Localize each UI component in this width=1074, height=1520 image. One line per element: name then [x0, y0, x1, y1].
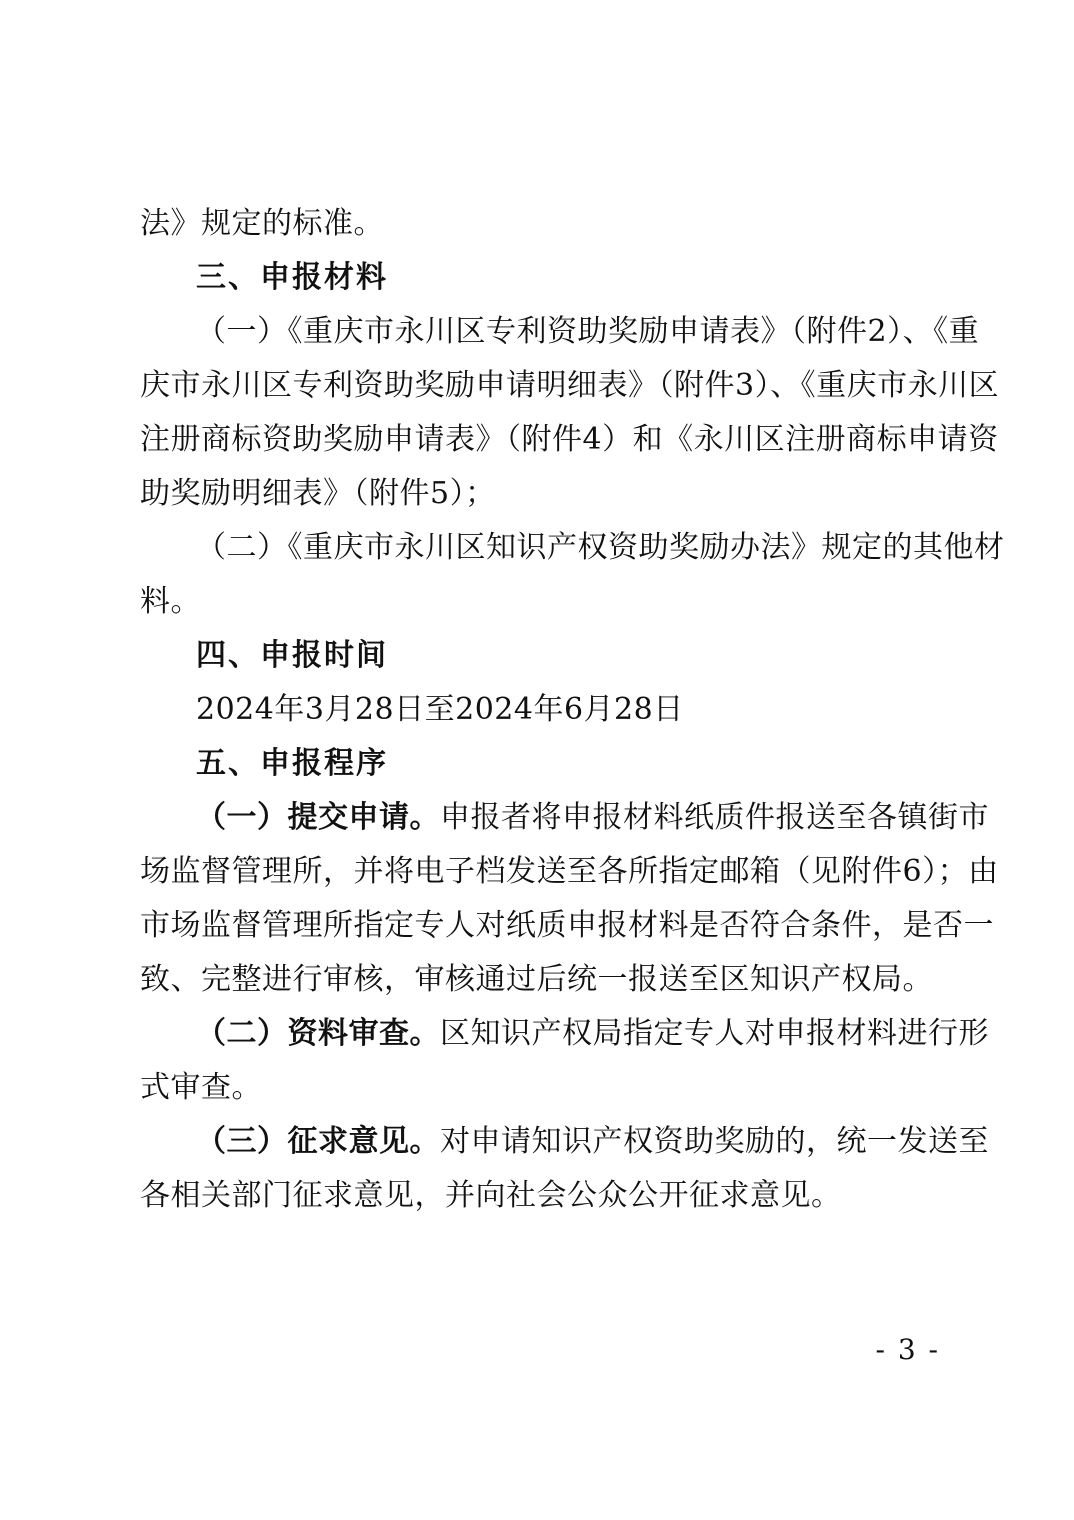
section-heading-materials: 三、申报材料: [196, 260, 388, 295]
section-heading-procedure: 五、申报程序: [196, 746, 388, 781]
text-line: [196, 1122, 989, 1162]
step-text: 申报者将申报材料纸质件报送至各镇街市: [440, 800, 989, 835]
text-line: [196, 1014, 989, 1054]
text-line: 场监督管理所，并将电子档发送至各所指定邮箱（见附件6）；由: [140, 854, 999, 889]
text-line: [196, 798, 989, 838]
date-range: 2024年3月28日至2024年6月28日: [196, 692, 684, 727]
step-text: 对申请知识产权资助奖励的，统一发送至: [440, 1124, 989, 1159]
text-line: 注册商标资助奖励申请表》（附件4）和《永川区注册商标申请资: [140, 422, 999, 457]
section-heading-time: 四、申报时间: [196, 638, 388, 673]
step-label-submit: （一）提交申请。: [196, 800, 440, 835]
text-line: 料。: [140, 584, 201, 619]
step-text: 区知识产权局指定专人对申报材料进行形: [440, 1016, 989, 1051]
text-line: 庆市永川区专利资助奖励申请明细表》（附件3）、《重庆市永川区: [140, 368, 1000, 403]
text-line: 致、完整进行审核，审核通过后统一报送至区知识产权局。: [140, 962, 933, 997]
text-line: 市场监督管理所指定专人对纸质申报材料是否符合条件，是否一: [140, 908, 994, 943]
text-line: 各相关部门征求意见，并向社会公众公开征求意见。: [140, 1178, 842, 1213]
text-line: 助奖励明细表》（附件5）；: [140, 476, 496, 511]
step-label-opinion: （三）征求意见。: [196, 1124, 440, 1159]
text-line: 法》规定的标准。: [140, 206, 384, 241]
page-number: - 3 -: [875, 1333, 940, 1366]
text-line: （二）《重庆市永川区知识产权资助奖励办法》规定的其他材: [196, 530, 1005, 565]
step-label-review: （二）资料审查。: [196, 1016, 440, 1051]
text-line: （一）《重庆市永川区专利资助奖励申请表》（附件2）、《重: [196, 314, 980, 349]
text-line: 式审查。: [140, 1070, 262, 1105]
